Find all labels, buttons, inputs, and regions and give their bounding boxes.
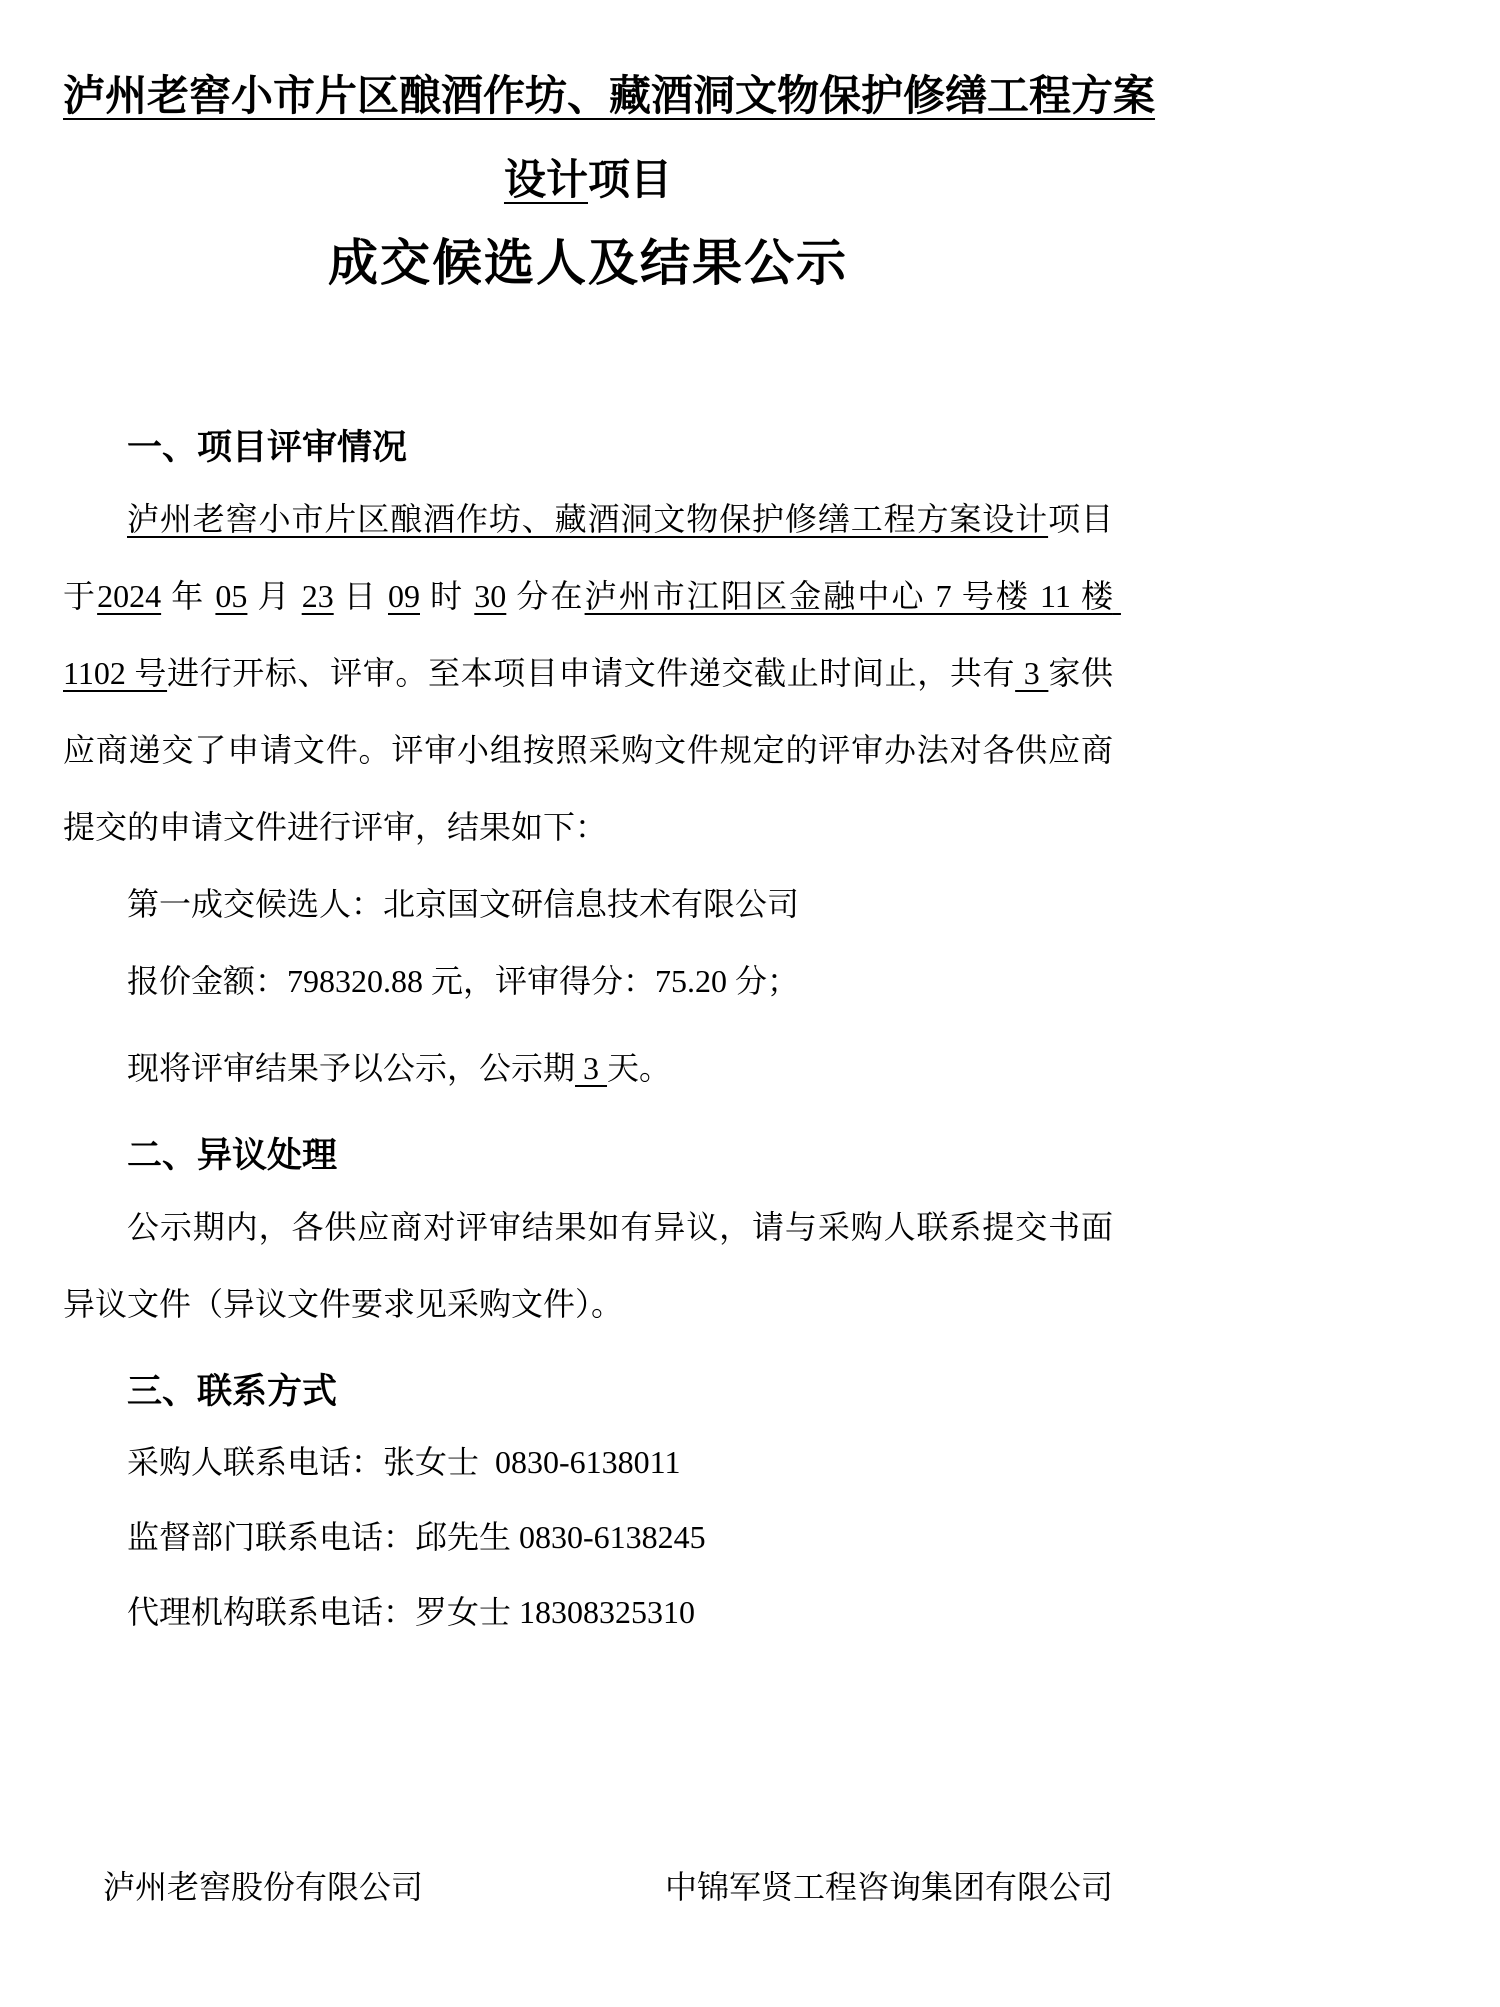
first-candidate-line: 第一成交候选人：北京国文研信息技术有限公司: [127, 886, 800, 922]
document-footer: [63, 1850, 1113, 1925]
publicity-period-line: 现将评审结果予以公示，公示期 3 天。: [127, 1050, 672, 1086]
section-1-heading: 一、项目评审情况: [127, 428, 408, 467]
footer-agency-name: 中锦军贤工程咨询集团有限公司: [664, 1869, 1113, 1905]
announcement-heading: 成交候选人及结果公示: [328, 235, 848, 291]
section-1-paragraph: 泸州老窖小市片区酿酒作坊、藏酒洞文物保护修缮工程方案设计项目于2024 年 05 月 23 日 09 时 30 分在泸州市江阳区金融中心 7 号楼 11 楼 1102 号进行开标、评审。至本项目申请文件递交截止时间止，共有 3 家供应商递交了申请文件。评审小组按照采购文件规定的评审办法对各供应商提交的申请文件进行评审，结果如下：: [63, 501, 1121, 845]
section-2-paragraph: 公示期内，各供应商对评审结果如有异议，请与采购人联系提交书面异议文件（异议文件要求见采购文件）。: [63, 1209, 1113, 1322]
section-3-heading: 三、联系方式: [127, 1372, 338, 1411]
price-score-line: 报价金额：798320.88 元，评审得分：75.20 分；: [127, 963, 800, 999]
supervision-contact-line: 监督部门联系电话：邱先生 0830-6138245: [127, 1519, 706, 1555]
section-2-heading: 二、异议处理: [127, 1136, 338, 1175]
purchaser-contact-line: 采购人联系电话：张女士 0830-6138011: [127, 1444, 681, 1480]
contact-list: [63, 1425, 1113, 1650]
agency-contact-line: 代理机构联系电话：罗女士 18308325310: [127, 1594, 696, 1630]
document-content: [63, 0, 1156, 1925]
title-line-2: 设计项目: [503, 158, 673, 204]
title-line-1: 泸州老窖小市片区酿酒作坊、藏酒洞文物保护修缮工程方案: [63, 74, 1156, 120]
footer-purchaser-name: 泸州老窖股份有限公司: [103, 1869, 424, 1905]
document-title: [63, 55, 1156, 223]
